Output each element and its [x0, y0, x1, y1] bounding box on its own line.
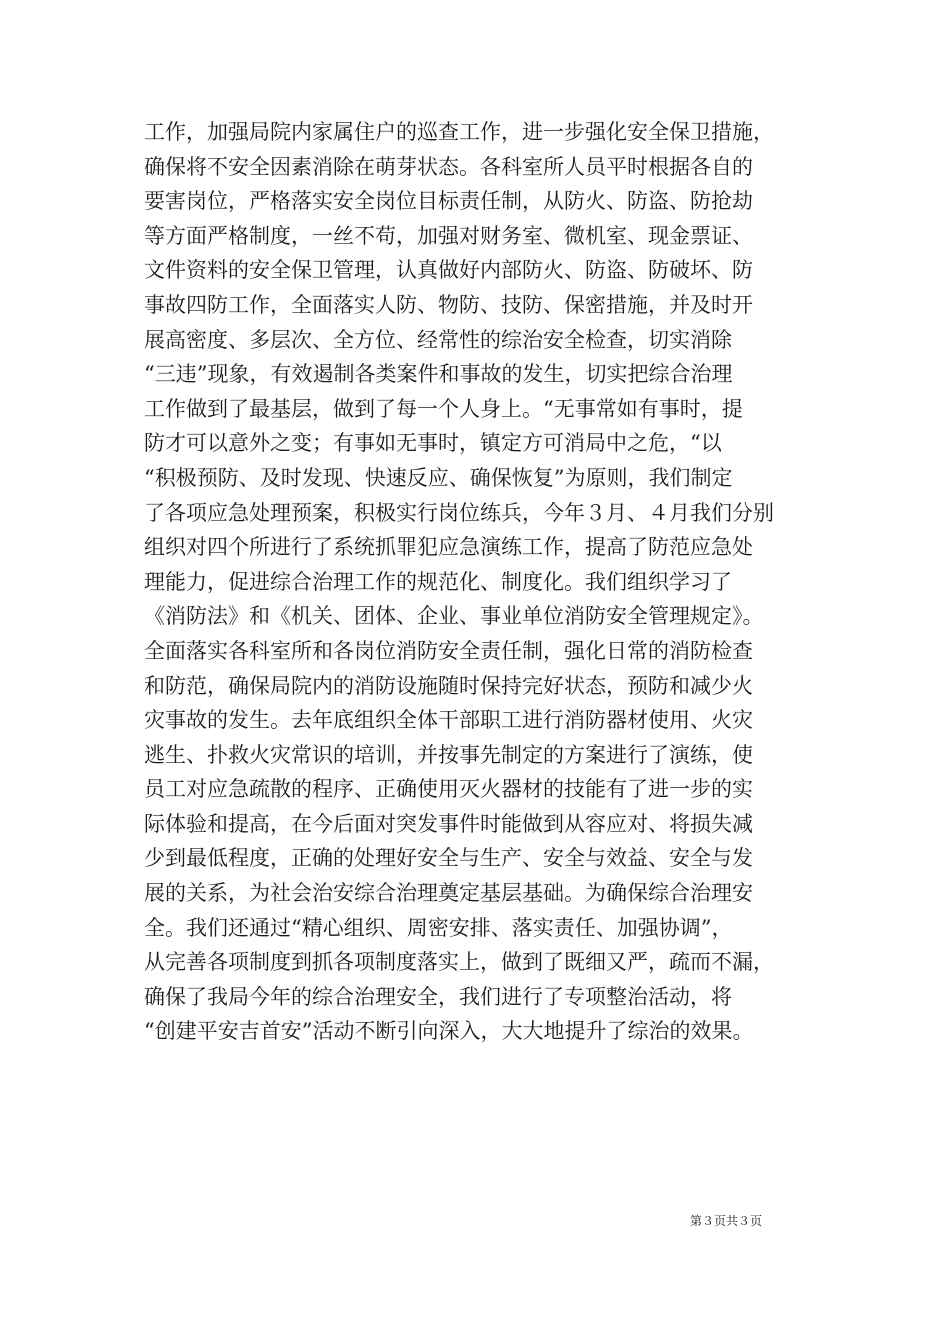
text-line: 文件资料的安全保卫管理，认真做好内部防火、防盗、防破坏、防: [144, 258, 753, 283]
text-line: 和防范，确保局院内的消防设施随时保持完好状态，预防和减少火: [144, 673, 753, 698]
text-line: 组织对四个所进行了系统抓罪犯应急演练工作，提高了防范应急处: [144, 535, 753, 560]
text-line: 防才可以意外之变；有事如无事时，镇定方可消局中之危，“以: [144, 431, 722, 456]
body-text: [144, 115, 844, 1049]
text-line: 全面落实各科室所和各岗位消防安全责任制，强化日常的消防检查: [144, 638, 753, 663]
text-line: 逃生、扑救火灾常识的培训，并按事先制定的方案进行了演练，使: [144, 742, 753, 767]
text-line: 际体验和提高，在今后面对突发事件时能做到从容应对、将损失减: [144, 811, 753, 836]
text-line: 工作做到了最基层，做到了每一个人身上。“无事常如有事时，提: [144, 396, 743, 421]
text-line: 确保了我局今年的综合治理安全，我们进行了专项整治活动，将: [144, 984, 732, 1009]
text-line: “三违”现象，有效遏制各类案件和事故的发生，切实把综合治理: [144, 362, 733, 387]
text-line: “创建平安吉首安”活动不断引向深入，大大地提升了综治的效果。: [144, 1019, 754, 1044]
text-line: 展的关系，为社会治安综合治理奠定基层基础。为确保综合治理安: [144, 881, 753, 906]
text-line: 等方面严格制度，一丝不苟，加强对财务室、微机室、现金票证、: [144, 223, 753, 248]
text-line: 了各项应急处理预案，积极实行岗位练兵，今年３月、４月我们分别: [144, 500, 774, 525]
text-line: 全。我们还通过“精心组织、周密安排、落实责任、加强协调”，: [144, 915, 733, 940]
text-line: 《消防法》和《机关、团体、企业、事业单位消防安全管理规定》。: [144, 604, 764, 629]
text-line: 少到最低程度，正确的处理好安全与生产、安全与效益、安全与发: [144, 846, 753, 871]
text-line: 展高密度、多层次、全方位、经常性的综治安全检查，切实消除: [144, 327, 732, 352]
text-line: 事故四防工作，全面落实人防、物防、技防、保密措施，并及时开: [144, 292, 753, 317]
text-line: 工作，加强局院内家属住户的巡查工作，进一步强化安全保卫措施，: [144, 120, 774, 144]
text-line: 要害岗位，严格落实安全岗位目标责任制，从防火、防盗、防抢劫: [144, 189, 753, 214]
page-number-footer: 第３页共３页: [690, 1214, 763, 1228]
text-line: 理能力，促进综合治理工作的规范化、制度化。我们组织学习了: [144, 569, 732, 594]
text-line: 确保将不安全因素消除在萌芽状态。各科室所人员平时根据各自的: [144, 154, 753, 179]
text-line: 灾事故的发生。去年底组织全体干部职工进行消防器材使用、火灾: [144, 708, 753, 733]
text-line: 员工对应急疏散的程序、正确使用灭火器材的技能有了进一步的实: [144, 777, 753, 802]
text-line: “积极预防、及时发现、快速反应、确保恢复”为原则，我们制定: [144, 465, 733, 490]
text-line: 从完善各项制度到抓各项制度落实上，做到了既细又严，疏而不漏，: [144, 950, 774, 975]
